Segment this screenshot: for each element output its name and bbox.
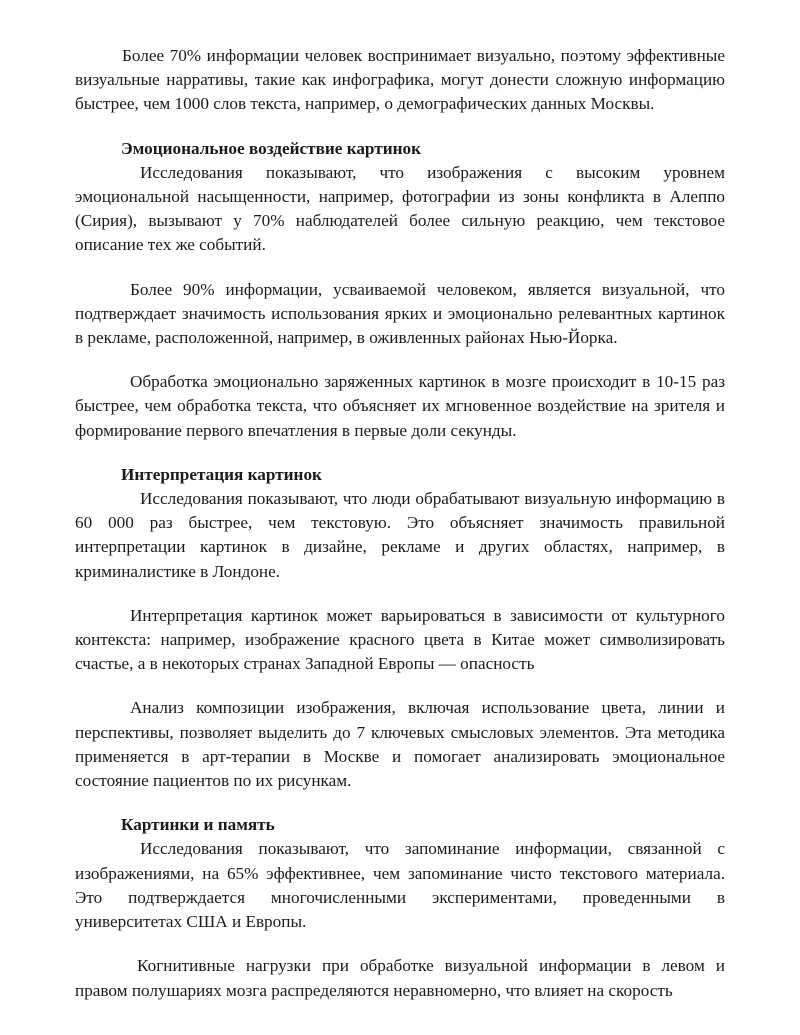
paragraph: Обработка эмоционально заряженных картинок в мозге происходит в 10-15 раз быстрее, чем обработка текста, что объясняет их мгновенное воздействие на зрителя и формирование первого впечатления в первые доли секунды. <box>75 372 725 440</box>
text-column <box>75 44 725 1003</box>
section-heading-emotional-impact: Эмоциональное воздействие картинок <box>121 138 422 158</box>
paragraph: Интерпретация картинок может варьироваться в зависимости от культурного контекста: например, изображение красного цвета в Китае может символизировать счастье, а в некоторых странах Западной Европы — опасность <box>75 605 725 674</box>
paragraph: Анализ композиции изображения, включая использование цвета, линии и перспективы, позволяет выделить до 7 ключевых смысловых элементов. Эта методика применяется в арт-терапии в Москве и помогает анализировать эмоциональное состояние пациентов по их рисункам. <box>75 698 725 791</box>
paragraph: Более 90% информации, усваиваемой человеком, является визуальной, что подтверждает значимость использования ярких и эмоционально релевантных картинок в рекламе, расположенной, например, в оживленных районах Нью-Йорка. <box>75 279 725 348</box>
paragraph: Исследования показывают, что изображения с высоким уровнем эмоциональной насыщенности, например, фотографии из зоны конфликта в Алеппо (Сирия), вызывают у 70% наблюдателей более сильную реакцию, чем текстовое описание тех же событий. <box>75 162 725 255</box>
section-heading-interpretation: Интерпретация картинок <box>121 464 322 484</box>
paragraph: Когнитивные нагрузки при обработке визуальной информации в левом и правом полушариях мозга распределяются неравномерно, что влияет на скорость <box>75 956 725 1000</box>
intro-paragraph: Более 70% информации человек воспринимает визуально, поэтому эффективные визуальные нарративы, такие как инфографика, могут донести сложную информацию быстрее, чем 1000 слов текста, например, о демографических данных Москвы. <box>75 46 725 114</box>
paragraph: Исследования показывают, что люди обрабатывают визуальную информацию в 60 000 раз быстрее, чем текстовую. Это объясняет значимость правильной интерпретации картинок в дизайне, рекламе и других областях, например, в криминалистике в Лондоне. <box>75 489 725 581</box>
section-heading-memory: Картинки и память <box>121 815 275 835</box>
paragraph: Исследования показывают, что запоминание информации, связанной с изображениями, на 65% эффективнее, чем запоминание чисто текстового материала. Это подтверждается многочисленными экспериментами, проведенными в университетах США и Европы. <box>75 839 725 932</box>
